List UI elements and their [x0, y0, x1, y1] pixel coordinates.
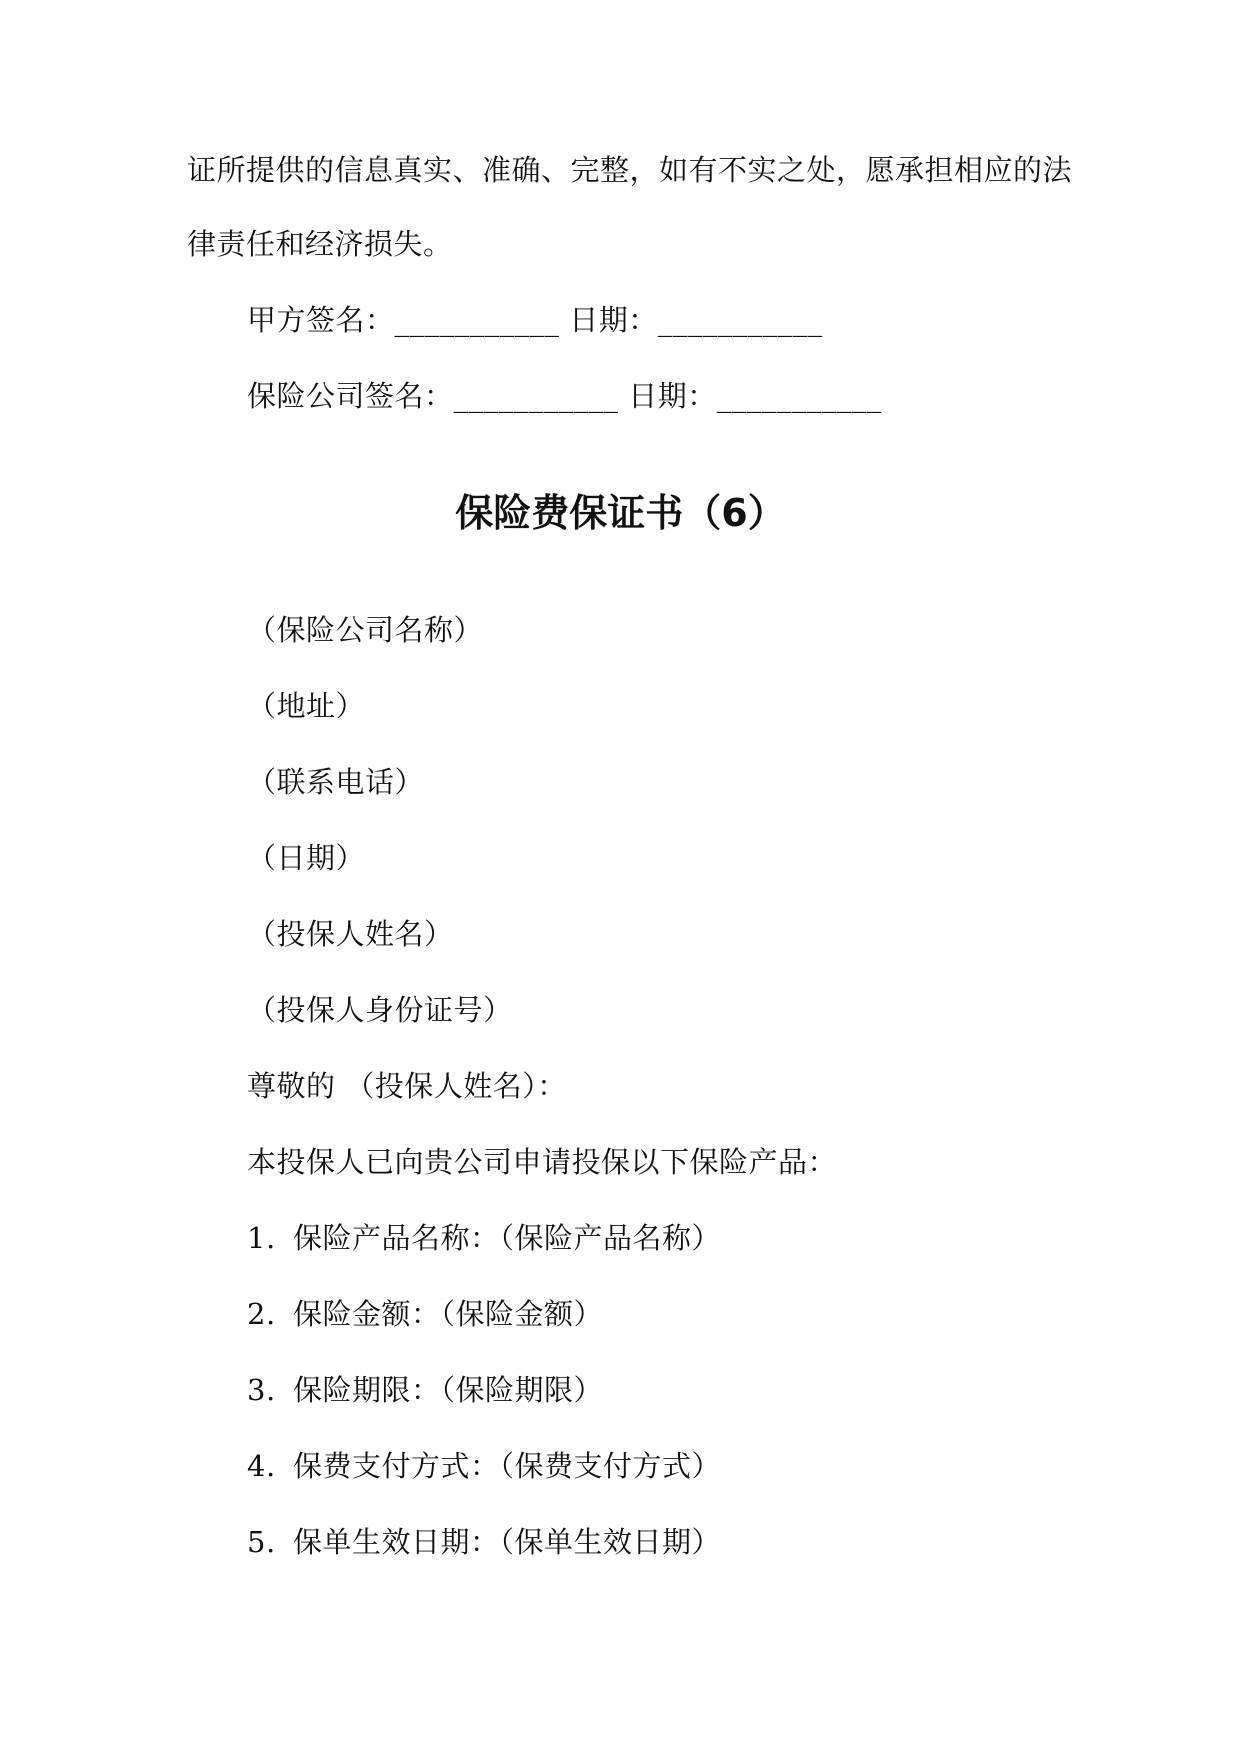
document-title: 保险费保证书（6）: [455, 491, 786, 535]
list-item-text: 保险期限：（保险期限）: [293, 1373, 604, 1407]
intro-paragraph: 本投保人已向贵公司申请投保以下保险产品：: [247, 1145, 838, 1179]
salutation: 尊敬的 （投保人姓名）：: [247, 1069, 567, 1103]
list-item: [247, 1522, 721, 1562]
list-item-number: 3.: [247, 1373, 276, 1407]
policyholder-id-field: （投保人身份证号）: [247, 993, 513, 1027]
list-item: [247, 1218, 721, 1258]
body-text-line: 律责任和经济损失。: [187, 227, 453, 261]
address-field: （地址）: [247, 689, 366, 723]
list-item-text: 保险金额：（保险金额）: [293, 1297, 604, 1331]
list-item-number: 2.: [247, 1297, 276, 1331]
list-item-number: 5.: [247, 1525, 276, 1559]
party-a-signature-line: 甲方签名：___________ 日期：___________: [247, 303, 823, 337]
insurer-name-field: （保险公司名称）: [247, 613, 484, 647]
list-item-text: 保费支付方式：（保费支付方式）: [293, 1449, 722, 1483]
insurer-signature-line: 保险公司签名：___________ 日期：___________: [247, 379, 882, 413]
list-item: [247, 1446, 721, 1486]
date-field: （日期）: [247, 841, 366, 875]
body-text-line: 证所提供的信息真实、准确、完整，如有不实之处，愿承担相应的法: [187, 153, 1073, 187]
list-item-number: 4.: [247, 1449, 276, 1483]
list-item: [247, 1294, 603, 1334]
list-item: [247, 1370, 603, 1410]
policyholder-name-field: （投保人姓名）: [247, 917, 454, 951]
list-item-number: 1.: [247, 1221, 276, 1255]
list-item-text: 保单生效日期：（保单生效日期）: [293, 1525, 722, 1559]
list-item-text: 保险产品名称：（保险产品名称）: [293, 1221, 722, 1255]
phone-field: （联系电话）: [247, 765, 425, 799]
